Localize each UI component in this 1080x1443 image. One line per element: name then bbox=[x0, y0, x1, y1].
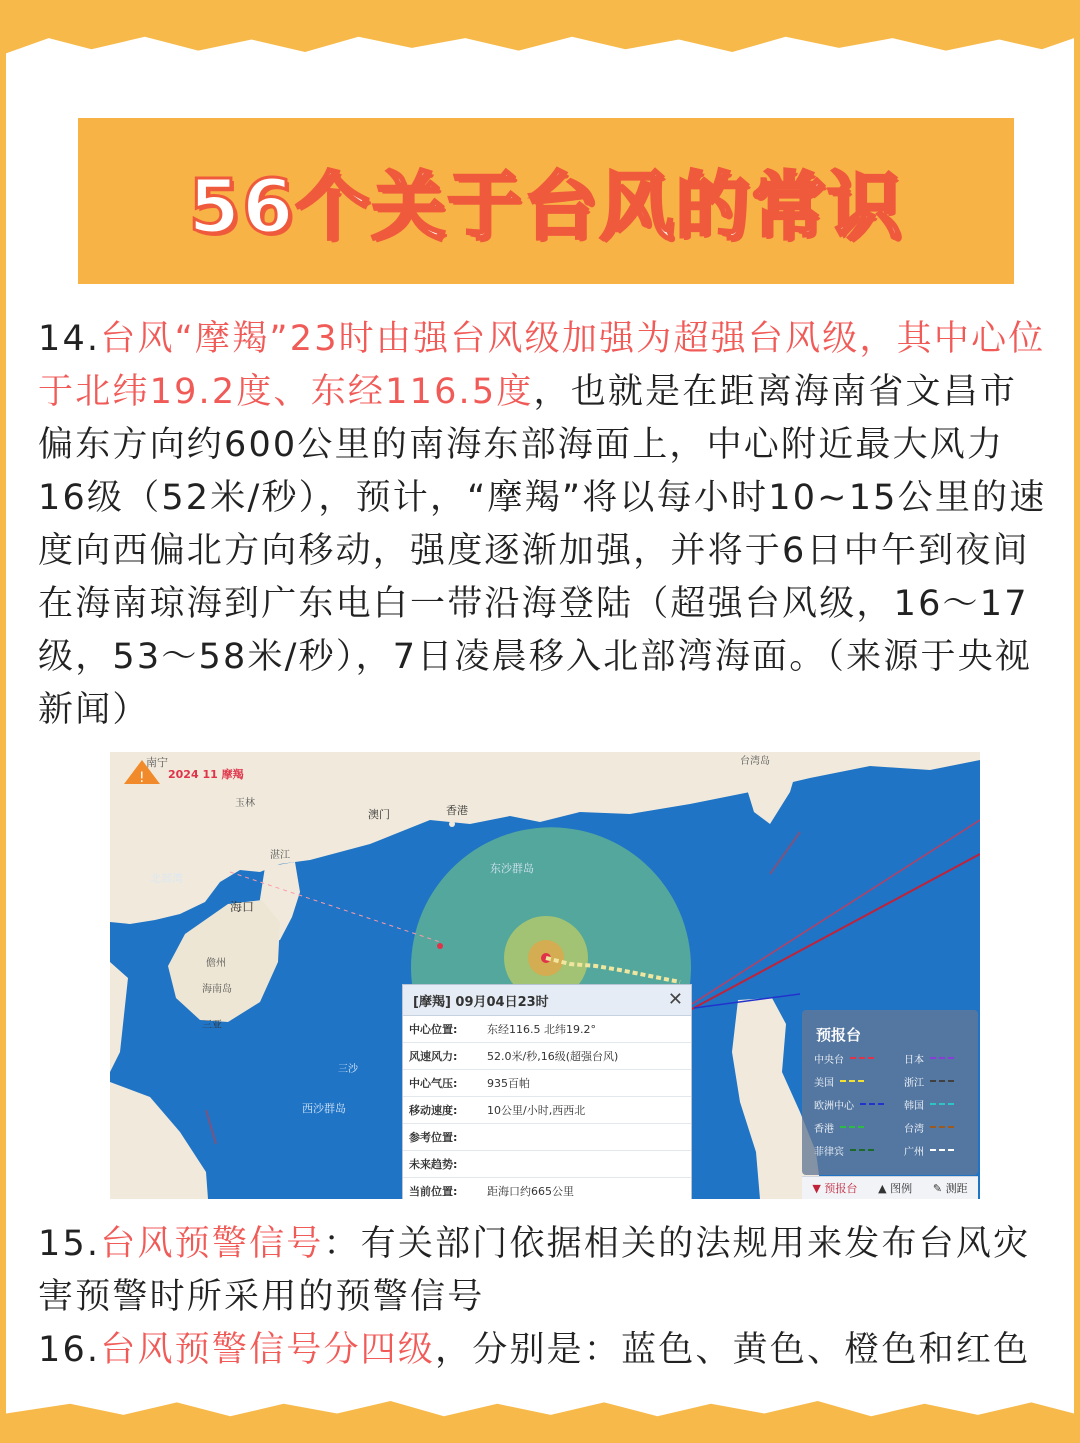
legend-swatch bbox=[930, 1080, 954, 1082]
info-key: 移动速度: bbox=[409, 1104, 458, 1117]
legend-item[interactable] bbox=[904, 1072, 980, 1090]
place-hainandao: 海南岛 bbox=[202, 984, 232, 995]
item-15-paragraph bbox=[38, 1218, 1048, 1324]
legend-item[interactable] bbox=[904, 1141, 980, 1159]
legend-grid bbox=[802, 1049, 978, 1159]
storm-label: 2024 11 摩羯 bbox=[168, 768, 244, 781]
info-key: 中心气压: bbox=[409, 1077, 458, 1090]
info-value: 东经116.5 北纬19.2° bbox=[487, 1023, 596, 1036]
svg-text:!: ! bbox=[139, 770, 145, 786]
legend-swatch bbox=[840, 1080, 864, 1082]
item-15-text: ：有关部门依据相关的法规用来发布台风灾害预警时所采用的预警信号 bbox=[38, 1224, 1031, 1317]
legend-swatch bbox=[930, 1057, 954, 1059]
legend-swatch bbox=[930, 1149, 954, 1151]
legend-swatch bbox=[860, 1103, 884, 1105]
item-16-paragraph bbox=[38, 1324, 1048, 1377]
place-sanya: 三亚 bbox=[202, 1020, 222, 1031]
place-dongsha: 东沙群岛 bbox=[490, 862, 534, 875]
info-key: 中心位置: bbox=[409, 1023, 458, 1036]
info-row bbox=[403, 1043, 691, 1070]
place-haikou: 海口 bbox=[230, 900, 255, 914]
legend-item[interactable] bbox=[814, 1072, 904, 1090]
legend-label: 美国 bbox=[814, 1077, 834, 1089]
item-16-highlight: 台风预警信号分四级 bbox=[100, 1330, 436, 1370]
typhoon-info-popup bbox=[402, 984, 692, 1199]
info-row bbox=[403, 1124, 691, 1151]
typhoon-map[interactable] bbox=[110, 752, 980, 1199]
legend-item[interactable] bbox=[814, 1141, 904, 1159]
item-16-text: ，分别是：蓝色、黄色、橙色和红色 bbox=[435, 1330, 1031, 1370]
info-key: 未来趋势: bbox=[409, 1158, 458, 1171]
forecast-toggle-button[interactable]: ▼ 预报台 bbox=[812, 1182, 858, 1195]
item-14-paragraph bbox=[38, 313, 1048, 737]
legend-label: 韩国 bbox=[904, 1100, 924, 1112]
place-sansha: 三沙 bbox=[338, 1064, 358, 1075]
item-14-number: 14. bbox=[38, 319, 101, 359]
place-xisha: 西沙群岛 bbox=[302, 1102, 346, 1115]
info-key: 风速风力: bbox=[409, 1050, 458, 1063]
legend-label: 菲律宾 bbox=[814, 1146, 844, 1158]
info-value: 10公里/小时,西西北 bbox=[487, 1104, 586, 1117]
forecast-legend bbox=[802, 1010, 978, 1175]
info-value: 距海口约665公里 bbox=[487, 1185, 574, 1198]
legend-label: 日本 bbox=[904, 1054, 924, 1066]
info-row bbox=[403, 1016, 691, 1043]
map-toolbar bbox=[802, 1176, 978, 1199]
legend-item[interactable] bbox=[814, 1049, 904, 1067]
info-row bbox=[403, 1097, 691, 1124]
legend-swatch bbox=[840, 1126, 864, 1128]
legend-item[interactable] bbox=[904, 1049, 980, 1067]
legend-label: 浙江 bbox=[904, 1077, 924, 1089]
item-15-number: 15. bbox=[38, 1224, 101, 1264]
legend-label: 广州 bbox=[904, 1146, 924, 1158]
item-14-highlight: 台风“摩羯”23时由强台风级加强为超强台风级，其中心位于北纬19.2度、东经116.5度 bbox=[38, 319, 1046, 412]
legend-item[interactable] bbox=[904, 1095, 980, 1113]
title-banner bbox=[78, 118, 1014, 284]
legend-swatch bbox=[930, 1126, 954, 1128]
info-value: 935百帕 bbox=[487, 1077, 530, 1090]
legend-label: 中央台 bbox=[814, 1054, 844, 1066]
info-row bbox=[403, 1070, 691, 1097]
info-popup-title: [摩羯] 09月04日23时 bbox=[413, 994, 549, 1010]
info-value: 52.0米/秒,16级(超强台风) bbox=[487, 1050, 619, 1063]
info-key: 当前位置: bbox=[409, 1185, 458, 1198]
legend-item[interactable] bbox=[814, 1118, 904, 1136]
place-nanning: 南宁 bbox=[146, 756, 168, 769]
close-icon[interactable]: ✕ bbox=[667, 989, 683, 1010]
legend-label: 台湾 bbox=[904, 1123, 924, 1135]
info-row bbox=[403, 1178, 691, 1199]
place-beibuwan: 北部湾 bbox=[150, 872, 183, 885]
legend-label: 香港 bbox=[814, 1123, 834, 1135]
place-yulin: 玉林 bbox=[235, 798, 255, 809]
page-title: 56个关于台风的常识 bbox=[188, 164, 904, 250]
place-zhanjiang: 湛江 bbox=[270, 850, 290, 861]
legend-swatch bbox=[850, 1057, 874, 1059]
legend-item[interactable] bbox=[814, 1095, 904, 1113]
item-14-text: ，也就是在距离海南省文昌市偏东方向约600公里的南海东部海面上，中心附近最大风力16级（52米/秒），预计，“摩羯”将以每小时10~15公里的速度向西偏北方向移动，强度逐渐加强，并将于6日中午到夜间在海南琼海到广东电白一带沿海登陆（超强台风级，16～17级，53～58米/秒），7日凌晨移入北部湾海面。（来源于央视新闻） bbox=[38, 372, 1047, 730]
info-key: 参考位置: bbox=[409, 1131, 458, 1144]
place-xianggang: 香港 bbox=[446, 804, 468, 817]
legend-label: 欧洲中心 bbox=[814, 1100, 854, 1112]
legend-title: 预报台 bbox=[816, 1026, 862, 1044]
place-danzhou: 儋州 bbox=[206, 958, 226, 969]
legend-item[interactable] bbox=[904, 1118, 980, 1136]
item-16-number: 16. bbox=[38, 1330, 101, 1370]
place-taiwan: 台湾岛 bbox=[740, 756, 770, 767]
item-15-highlight: 台风预警信号 bbox=[100, 1224, 324, 1264]
place-aomen: 澳门 bbox=[368, 808, 390, 821]
legend-swatch bbox=[850, 1149, 874, 1151]
legend-toggle-button[interactable]: ▲ 图例 bbox=[878, 1182, 913, 1195]
info-popup-header bbox=[403, 985, 691, 1016]
measure-button[interactable]: ✎ 测距 bbox=[932, 1182, 968, 1195]
info-row bbox=[403, 1151, 691, 1178]
legend-swatch bbox=[930, 1103, 954, 1105]
